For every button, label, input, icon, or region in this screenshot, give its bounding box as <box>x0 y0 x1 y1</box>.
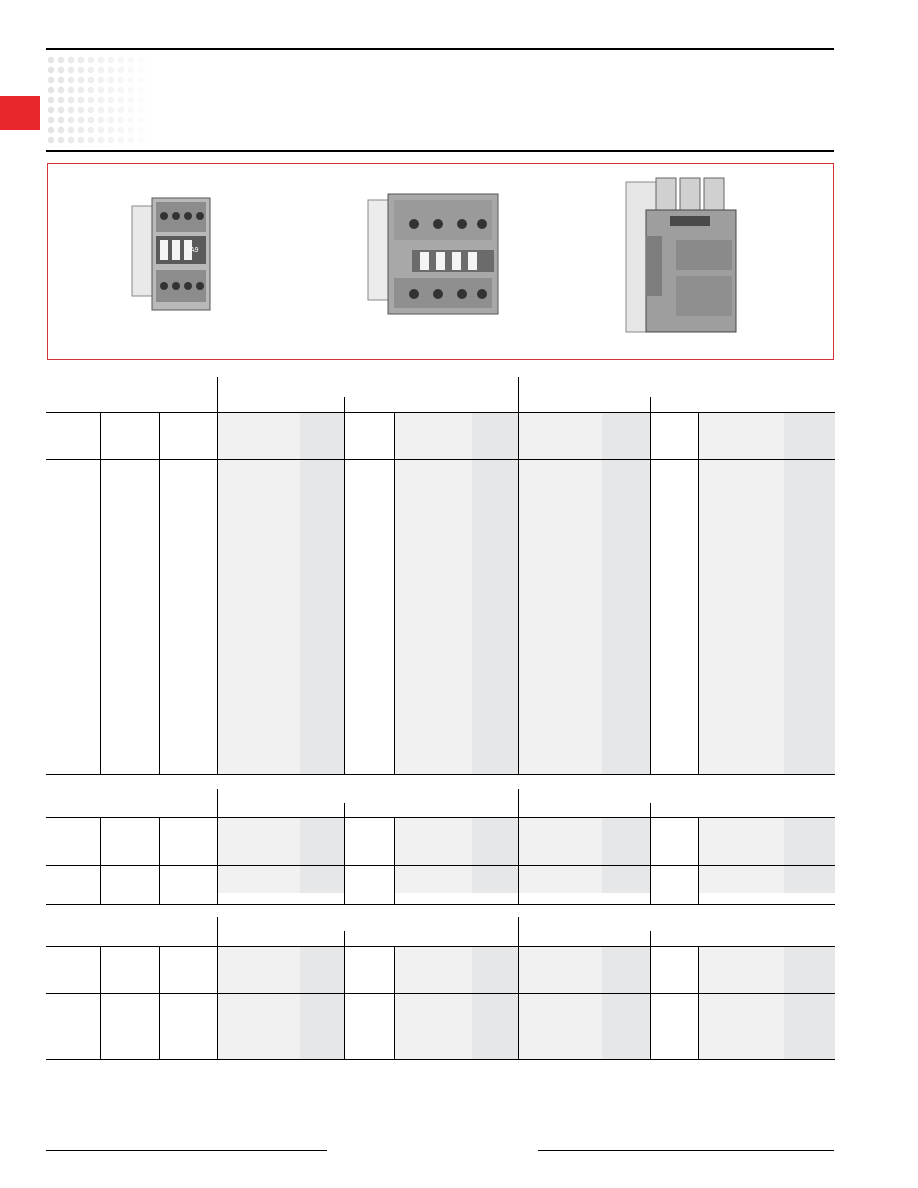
col-sep <box>518 412 519 775</box>
large-contactor-image <box>622 176 742 336</box>
shade-col <box>784 817 835 893</box>
group-sep <box>518 789 519 817</box>
row-rule <box>46 904 835 905</box>
col-sep <box>159 412 160 775</box>
col-sep <box>159 817 160 905</box>
row-rule <box>46 946 835 947</box>
group-sep <box>518 917 519 946</box>
shade-col <box>518 817 602 893</box>
col-sep <box>518 946 519 1060</box>
col-sep <box>698 946 699 1060</box>
group-sep <box>217 917 218 946</box>
col-sep <box>650 817 651 905</box>
col-sep <box>217 412 218 775</box>
shade-col-2 <box>300 412 344 775</box>
group-sep-2 <box>518 377 519 412</box>
shade-col <box>698 817 784 893</box>
shade-col <box>472 946 518 1060</box>
col-sep <box>394 412 395 775</box>
header-rule-top <box>46 412 835 413</box>
group-sep-1 <box>217 377 218 412</box>
shade-col <box>602 817 650 893</box>
subgroup-sep-1 <box>344 397 345 412</box>
col-sep <box>100 412 101 775</box>
ratings-table-main <box>46 377 835 775</box>
shade-col-1 <box>218 412 300 775</box>
row-rule <box>46 1059 835 1060</box>
small-contactor-image <box>126 190 226 318</box>
col-sep <box>698 412 699 775</box>
table-bottom-rule <box>46 774 835 775</box>
shade-col-4 <box>472 412 518 775</box>
shade-col-8 <box>784 412 835 775</box>
header-dot-fade <box>46 55 156 147</box>
col-sep <box>394 946 395 1060</box>
section-tab-marker <box>0 96 40 130</box>
shade-col <box>784 946 835 1060</box>
col-sep <box>159 946 160 1060</box>
row-rule <box>46 817 835 818</box>
col-sep <box>344 946 345 1060</box>
row-rule <box>46 865 835 866</box>
product-photo-frame <box>47 163 834 360</box>
subgroup-sep <box>344 931 345 946</box>
col-sep <box>518 817 519 905</box>
col-sep <box>394 817 395 905</box>
shade-col-5 <box>518 412 602 775</box>
ratings-table-tertiary <box>46 917 835 1060</box>
col-sep <box>344 817 345 905</box>
col-sep <box>217 946 218 1060</box>
svg-text:A9: A9 <box>190 247 199 254</box>
shade-col-7 <box>698 412 784 775</box>
subgroup-sep-2 <box>650 397 651 412</box>
col-sep <box>100 817 101 905</box>
shade-col <box>602 946 650 1060</box>
col-sep <box>344 412 345 775</box>
subgroup-sep <box>650 931 651 946</box>
shade-col <box>218 817 300 893</box>
shade-col <box>395 817 472 893</box>
subgroup-sep <box>650 803 651 817</box>
subgroup-sep <box>344 803 345 817</box>
header-top-rule <box>46 48 834 50</box>
shade-col-3 <box>395 412 472 775</box>
shade-col-6 <box>602 412 650 775</box>
col-sep <box>217 817 218 905</box>
group-sep <box>217 789 218 817</box>
shade-col <box>395 946 472 1060</box>
header-rule-bottom <box>46 459 835 460</box>
shade-col <box>472 817 518 893</box>
shade-col <box>300 946 344 1060</box>
col-sep <box>698 817 699 905</box>
shade-col <box>518 946 602 1060</box>
medium-contactor-image <box>364 190 504 318</box>
shade-col <box>218 946 300 1060</box>
footer-rule-right <box>538 1150 834 1151</box>
header-bottom-rule <box>46 150 834 152</box>
ratings-table-secondary <box>46 789 835 905</box>
col-sep <box>100 946 101 1060</box>
row-rule <box>46 993 835 994</box>
col-sep <box>650 412 651 775</box>
shade-col <box>698 946 784 1060</box>
footer-rule-left <box>46 1150 327 1151</box>
col-sep <box>650 946 651 1060</box>
shade-col <box>300 817 344 893</box>
